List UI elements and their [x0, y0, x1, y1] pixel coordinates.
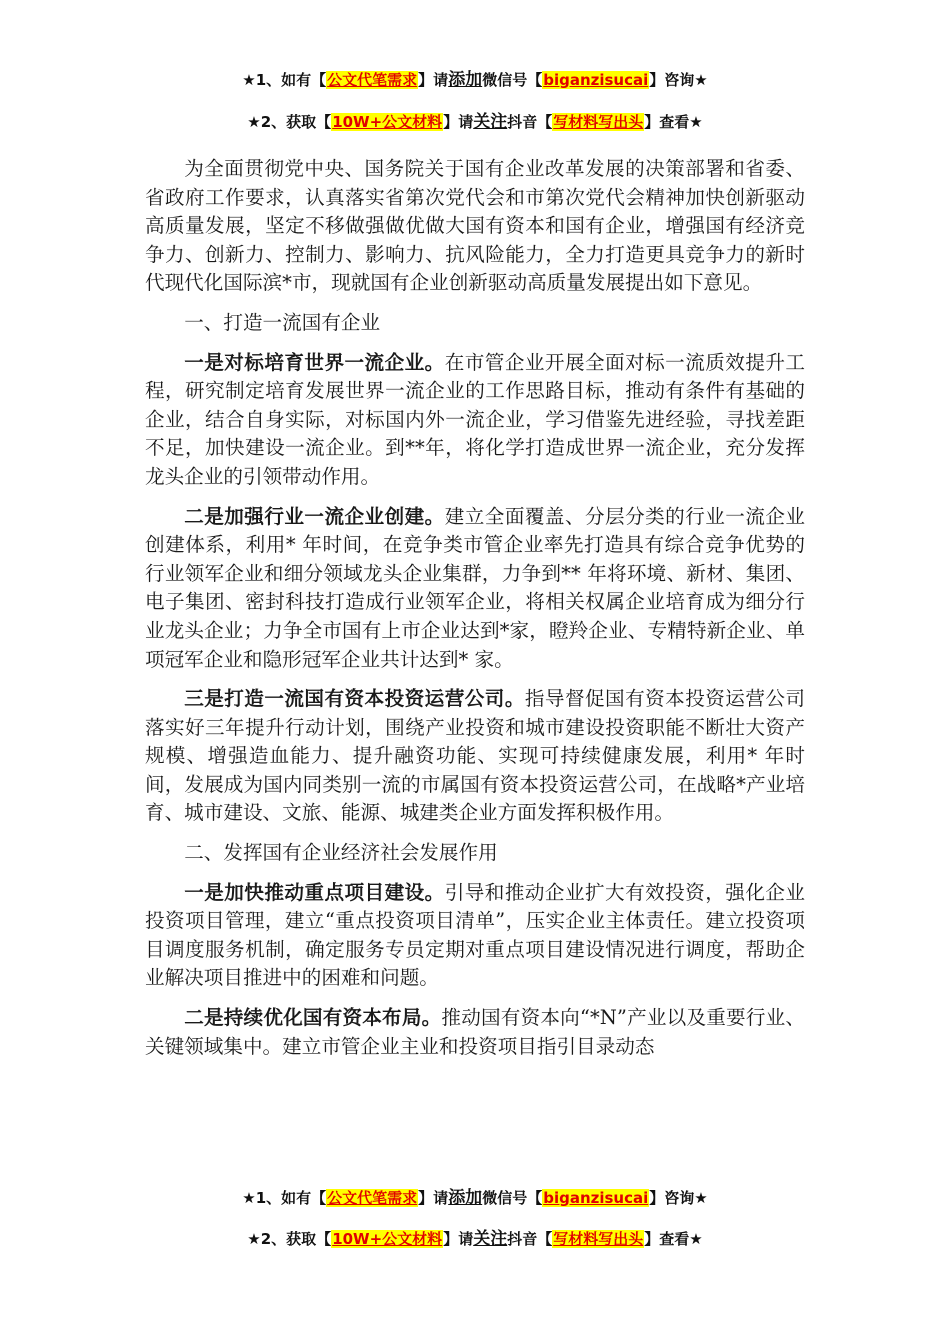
banner-text: 】咨询★: [649, 71, 708, 89]
bottom-banner-line-2: [0, 1227, 950, 1251]
highlight-wechat-id: biganzisucai: [543, 71, 649, 89]
emphasis-text: 添加: [448, 1188, 483, 1208]
highlight-service: 公文代笔需求: [327, 71, 418, 89]
highlight-douyin-account: 写材料写出头: [553, 113, 644, 131]
paragraph-text: 在市管企业开展全面对标一流质效提升工程，研究制定培育发展世界一流企业的工作思路目标，推动有条件有基础的企业，结合自身实际，对标国内外一流企业，学习借鉴先进经验，寻找差距不足，加快建设一流企业。到**年，将化学打造成世界一流企业，充分发挥龙头企业的引领带动作用。: [145, 350, 806, 488]
paragraph-lead: 三是打造一流国有资本投资运营公司。: [184, 687, 525, 711]
emphasis-text: 关注: [473, 112, 508, 132]
banner-text: 】查看★: [644, 113, 703, 131]
top-banner-line-2: [0, 110, 950, 134]
paragraph-lead: 一是对标培育世界一流企业。: [184, 350, 445, 374]
highlight-materials: 10W+公文材料: [332, 113, 443, 131]
document-body: [145, 155, 805, 1072]
banner-text: 微信号【: [482, 71, 543, 89]
emphasis-text: 添加: [448, 70, 483, 90]
banner-text: ★2、获取【: [247, 113, 332, 131]
banner-text: 】请: [418, 71, 449, 89]
body-paragraph: [145, 349, 805, 492]
body-paragraph: [145, 1004, 805, 1061]
highlight-wechat-id: biganzisucai: [543, 1189, 649, 1207]
banner-text: ★1、如有【: [242, 1189, 327, 1207]
section-heading: 一、打造一流国有企业: [184, 310, 381, 334]
banner-text: ★2、获取【: [247, 1230, 332, 1248]
paragraph-lead: 一是加快推动重点项目建设。: [184, 880, 445, 904]
section-heading: 二、发挥国有企业经济社会发展作用: [184, 841, 498, 865]
banner-text: 】查看★: [644, 1230, 703, 1248]
emphasis-text: 关注: [473, 1229, 508, 1249]
banner-text: 】请: [443, 113, 474, 131]
banner-text: ★1、如有【: [242, 71, 327, 89]
paragraph-lead: 二是加强行业一流企业创建。: [184, 504, 445, 528]
highlight-douyin-account: 写材料写出头: [553, 1230, 644, 1248]
banner-text: 微信号【: [482, 1189, 543, 1207]
banner-text: 】请: [443, 1230, 474, 1248]
body-paragraph: [145, 685, 805, 828]
banner-text: 抖音【: [507, 1230, 553, 1248]
highlight-materials: 10W+公文材料: [332, 1230, 443, 1248]
banner-text: 】咨询★: [649, 1189, 708, 1207]
paragraph-text: 建立全面覆盖、分层分类的行业一流企业创建体系，利用* 年时间，在竞争类市管企业率先打造具有综合竞争优势的行业领军企业和细分领域龙头企业集群，力争到** 年将环境、新材、集团、电子集团、密封科技打造成行业领军企业，将相关权属企业培育成为细分行业龙头企业；力争全市国有上市企业达到*家，瞪羚企业、专精特新企业、单项冠军企业和隐形冠军企业共计达到* 家。: [145, 504, 806, 671]
body-paragraph: [145, 879, 805, 993]
paragraph-text: 推动国有资本向“*N”产业以及重要行业、关键领域集中。建立市管企业主业和投资项目指引目录动态: [145, 1006, 805, 1058]
highlight-service: 公文代笔需求: [327, 1189, 418, 1207]
banner-text: 抖音【: [507, 113, 553, 131]
intro-paragraph: 为全面贯彻党中央、国务院关于国有企业改革发展的决策部署和省委、省政府工作要求，认真落实省第次党代会和市第次党代会精神加快创新驱动高质量发展，坚定不移做强做优做大国有资本和国有企业，增强国有经济竞争力、创新力、控制力、影响力、抗风险能力，全力打造更具竞争力的新时代现代化国际滨*市，现就国有企业创新驱动高质量发展提出如下意见。: [145, 157, 805, 295]
banner-text: 】请: [418, 1189, 449, 1207]
top-banner-line-1: [0, 68, 950, 92]
body-paragraph: [145, 503, 805, 675]
paragraph-lead: 二是持续优化国有资本布局。: [184, 1006, 442, 1030]
bottom-banner-line-1: [0, 1186, 950, 1210]
paragraph-text: 指导督促国有资本投资运营公司落实好三年提升行动计划，围绕产业投资和城市建设投资职能不断壮大资产规模、增强造血能力、提升融资功能、实现可持续健康发展，利用* 年时间，发展成为国内同类别一流的市属国有资本投资运营公司，在战略*产业培育、城市建设、文旅、能源、城建类企业方面发挥积极作用。: [145, 687, 806, 825]
paragraph-text: 引导和推动企业扩大有效投资，强化企业投资项目管理，建立“重点投资项目清单”，压实企业主体责任。建立投资项目调度服务机制，确定服务专员定期对重点项目建设情况进行调度，帮助企业解决项目推进中的困难和问题。: [145, 880, 806, 990]
